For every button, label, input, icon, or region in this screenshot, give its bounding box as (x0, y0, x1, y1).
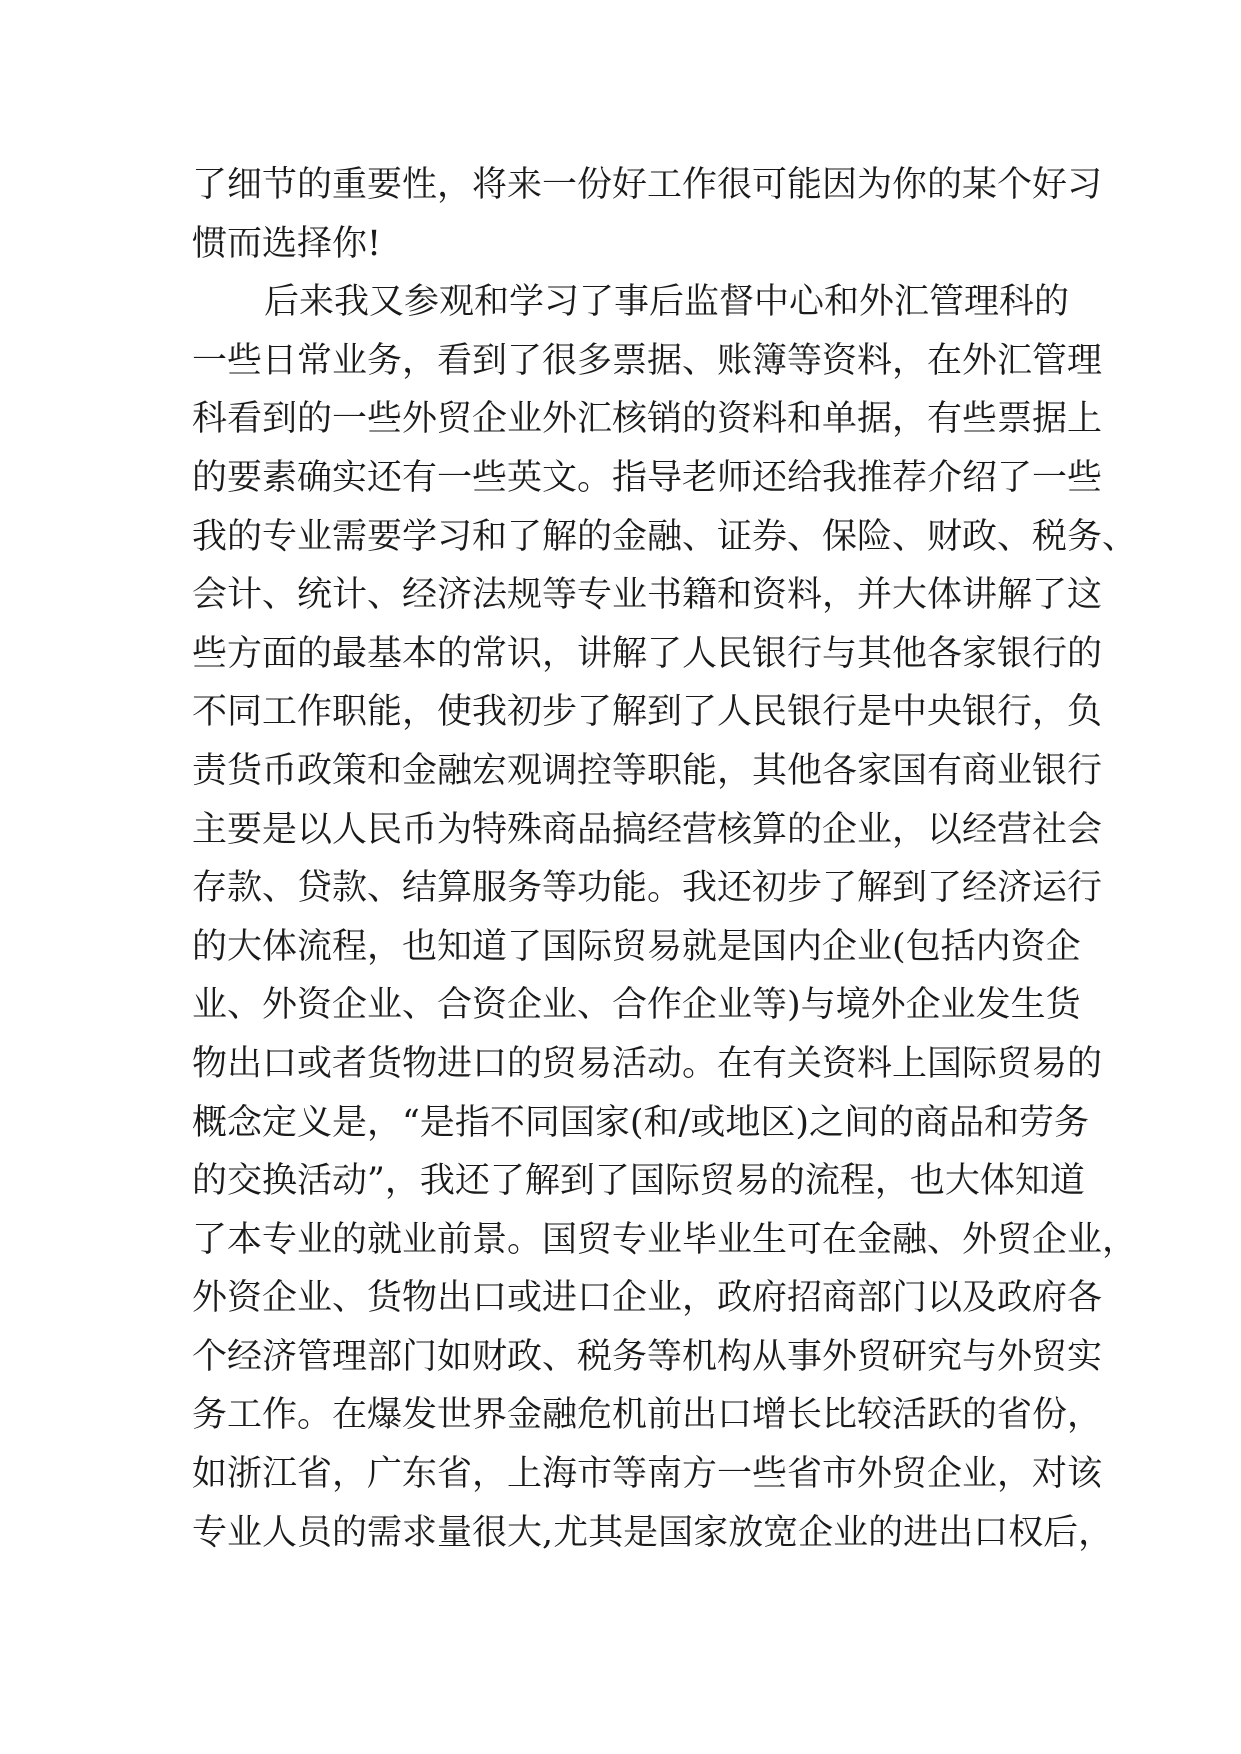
text-line: 外资企业、货物出口或进口企业，政府招商部门以及政府各 (192, 1278, 1103, 1319)
paragraph-first-line: 后来我又参观和学习了事后监督中心和外汇管理科的 (264, 282, 1070, 323)
text-line: 些方面的最基本的常识，讲解了人民银行与其他各家银行的 (192, 633, 1103, 674)
text-line: 了细节的重要性，将来一份好工作很可能因为你的某个好习 (192, 165, 1103, 205)
text-line: 不同工作职能，使我初步了解到了人民银行是中央银行，负 (192, 692, 1103, 733)
text-line: 专业人员的需求量很大,尤其是国家放宽企业的进出口权后， (192, 1512, 1114, 1553)
text-line: 会计、统计、经济法规等专业书籍和资料，并大体讲解了这 (192, 575, 1103, 616)
text-line: 的要素确实还有一些英文。指导老师还给我推荐介绍了一些 (192, 457, 1103, 498)
text-line: 科看到的一些外贸企业外汇核销的资料和单据，有些票据上 (192, 399, 1103, 440)
text-line: 概念定义是，“是指不同国家(和/或地区)之间的商品和劳务 (192, 1102, 1089, 1143)
text-line: 的交换活动”，我还了解到了国际贸易的流程，也大体知道 (192, 1161, 1085, 1202)
body-text (192, 156, 1138, 1562)
text-line: 业、外资企业、合资企业、合作企业等)与境外企业发生货 (192, 985, 1081, 1026)
text-line: 如浙江省，广东省，上海市等南方一些省市外贸企业，对该 (192, 1454, 1103, 1495)
text-line: 个经济管理部门如财政、税务等机构从事外贸研究与外贸实 (192, 1336, 1103, 1377)
text-line: 主要是以人民币为特殊商品搞经营核算的企业，以经营社会 (192, 809, 1103, 850)
text-line: 存款、贷款、结算服务等功能。我还初步了解到了经济运行 (192, 868, 1103, 909)
text-line: 责货币政策和金融宏观调控等职能，其他各家国有商业银行 (192, 750, 1103, 791)
text-line: 的大体流程，也知道了国际贸易就是国内企业(包括内资企 (192, 926, 1081, 967)
text-line: 惯而选择你! (192, 223, 382, 264)
text-line: 了本专业的就业前景。国贸专业毕业生可在金融、外贸企业， (192, 1219, 1138, 1260)
text-line: 物出口或者货物进口的贸易活动。在有关资料上国际贸易的 (192, 1043, 1103, 1084)
text-line: 一些日常业务，看到了很多票据、账簿等资料，在外汇管理 (192, 340, 1103, 381)
text-line: 务工作。在爆发世界金融危机前出口增长比较活跃的省份， (192, 1395, 1103, 1436)
text-line: 我的专业需要学习和了解的金融、证券、保险、财政、税务、 (192, 516, 1138, 557)
